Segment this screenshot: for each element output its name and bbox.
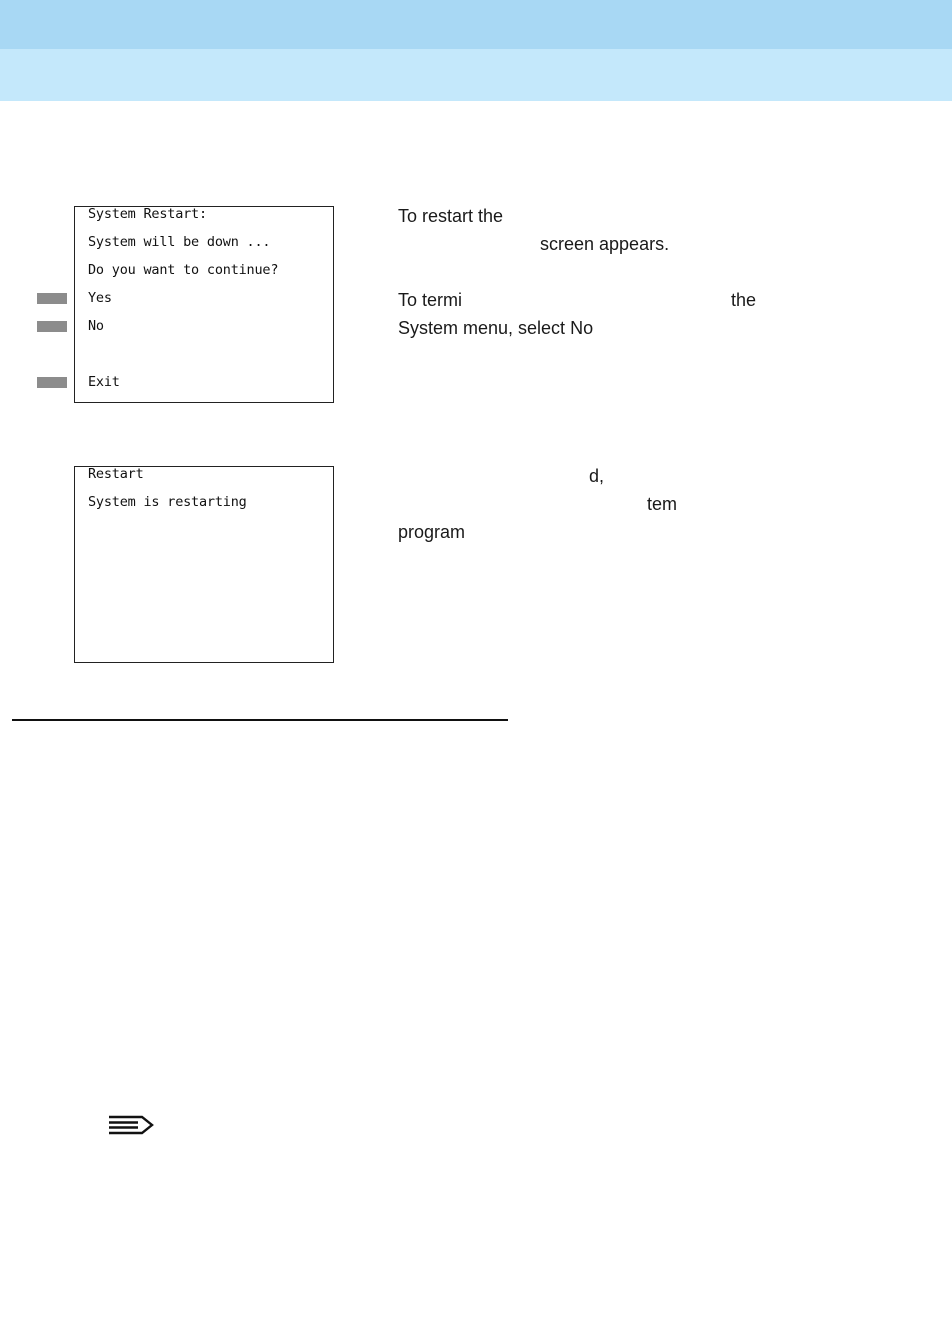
restart-screen: [74, 466, 334, 663]
screen-message: System will be down ...: [88, 234, 271, 250]
instruction-text: System menu, select No: [398, 318, 594, 338]
note-icon: [108, 1114, 154, 1136]
softkey-yes-button[interactable]: [37, 293, 67, 304]
screen-title: Restart: [88, 466, 144, 482]
instruction-text: tem: [647, 494, 678, 514]
instruction-text: To termi: [398, 290, 463, 310]
instruction-text: d,: [589, 466, 605, 486]
softkey-exit-button[interactable]: [37, 377, 67, 388]
header-band-top: [0, 0, 952, 49]
instruction-text: the: [731, 290, 757, 310]
header-band-bottom: [0, 49, 952, 101]
system-restart-screen: [74, 206, 334, 403]
screen-title: System Restart:: [88, 206, 207, 222]
screen-prompt: Do you want to continue?: [88, 262, 279, 278]
option-yes-label: Yes: [88, 290, 112, 306]
screen-status: System is restarting: [88, 494, 247, 510]
section-divider: [12, 719, 508, 721]
instruction-text: program: [398, 522, 466, 542]
option-exit-label: Exit: [88, 374, 120, 390]
instruction-text: To restart the: [398, 206, 504, 226]
option-no-label: No: [88, 318, 104, 334]
softkey-no-button[interactable]: [37, 321, 67, 332]
instruction-text: screen appears.: [540, 234, 670, 254]
